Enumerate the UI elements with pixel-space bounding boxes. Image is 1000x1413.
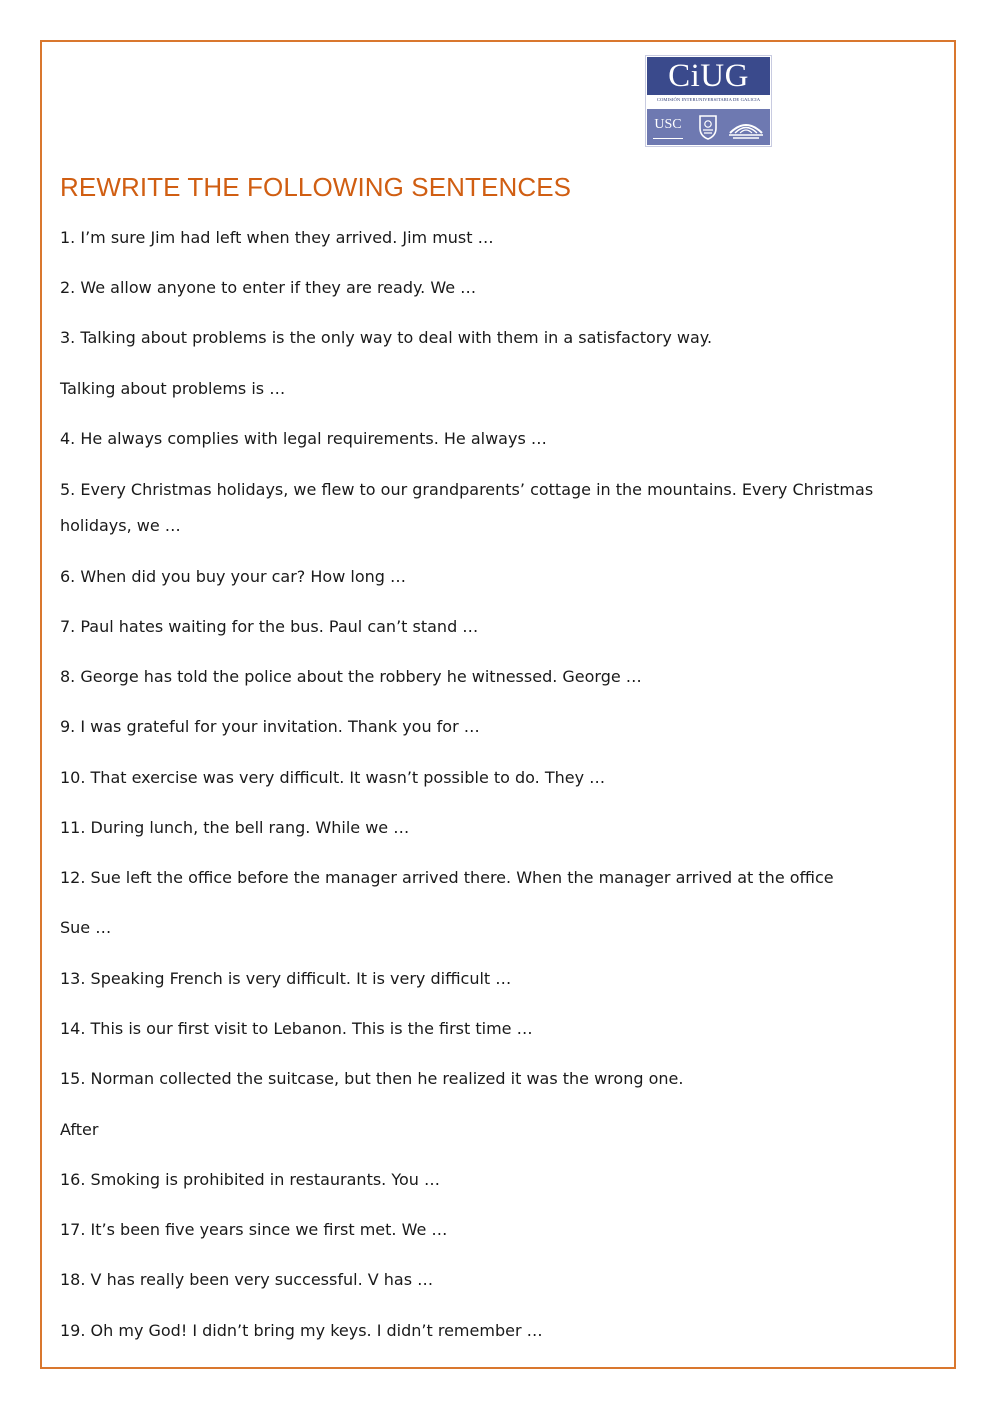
sentence-line: After: [60, 1120, 99, 1139]
sentence-line: 19. Oh my God! I didn’t bring my keys. I didn’t remember …: [60, 1321, 543, 1340]
sentence-line: 14. This is our first visit to Lebanon. This is the first time …: [60, 1019, 533, 1038]
sentence-line: 10. That exercise was very difficult. It wasn’t possible to do. They …: [60, 768, 606, 787]
sentence-line: 8. George has told the police about the robbery he witnessed. George …: [60, 667, 642, 686]
sentence-line: Talking about problems is …: [60, 379, 286, 398]
sentence-line: 15. Norman collected the suitcase, but then he realized it was the wrong one.: [60, 1069, 684, 1088]
sentence-line: 16. Smoking is prohibited in restaurants. You …: [60, 1170, 441, 1189]
sentence-line: 6. When did you buy your car? How long …: [60, 567, 406, 586]
sentence-line: 18. V has really been very successful. V has …: [60, 1270, 434, 1289]
sentence-line: Sue …: [60, 918, 112, 937]
sentence-line: holidays, we …: [60, 516, 181, 535]
logo-subtitle: COMISIÓN INTERUNIVERSITARIA DE GALICIA: [656, 97, 761, 102]
worksheet-title: REWRITE THE FOLLOWING SENTENCES: [60, 172, 572, 202]
sentence-line: 7. Paul hates waiting for the bus. Paul can’t stand …: [60, 617, 479, 636]
sentence-line: 12. Sue left the office before the manager arrived there. When the manager arrived at the office: [60, 868, 834, 887]
sentence-line: 2. We allow anyone to enter if they are ready. We …: [60, 278, 477, 297]
sentence-line: 4. He always complies with legal requirements. He always …: [60, 429, 547, 448]
ciug-logo: [645, 55, 772, 147]
sentence-line: 9. I was grateful for your invitation. Thank you for …: [60, 717, 480, 736]
logo-university-band: [647, 109, 770, 145]
udc-seal-icon: [697, 114, 719, 140]
sentence-line: 17. It’s been five years since we first met. We …: [60, 1220, 448, 1239]
uvigo-seal-icon: [727, 115, 765, 139]
sentence-line: 5. Every Christmas holidays, we flew to our grandparents’ cottage in the mountains. Every Christmas: [60, 480, 874, 499]
logo-wordmark: CiUG: [647, 57, 770, 95]
sentence-line: 3. Talking about problems is the only way to deal with them in a satisfactory way.: [60, 328, 713, 347]
sentence-line: 13. Speaking French is very difficult. It is very difficult …: [60, 969, 512, 988]
sentence-line: 1. I’m sure Jim had left when they arrived. Jim must …: [60, 228, 494, 247]
sentence-line: 11. During lunch, the bell rang. While we …: [60, 818, 410, 837]
usc-emblem-icon: USC: [653, 115, 683, 139]
